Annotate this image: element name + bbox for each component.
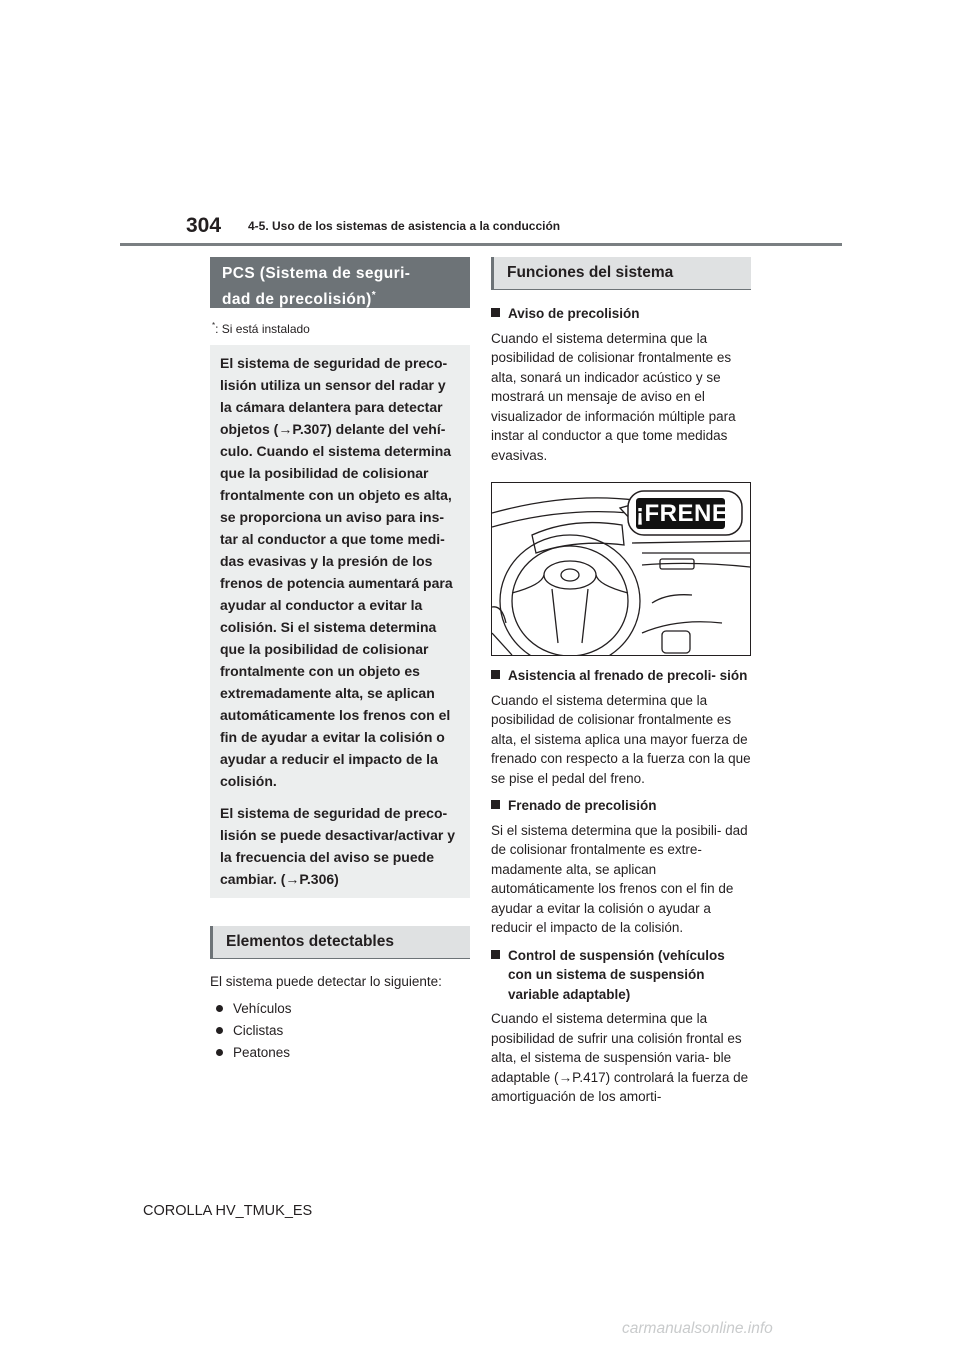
- footnote: [212, 321, 470, 336]
- detectables-intro: El sistema puede detectar lo siguiente:: [210, 974, 442, 989]
- summary-paragraph-1: [220, 352, 460, 792]
- watermark: carmanualsonline.info: [622, 1320, 773, 1337]
- footer-model-code: COROLLA HV_TMUK_ES: [143, 1203, 313, 1219]
- list-item-label: Vehículos: [233, 1000, 292, 1016]
- pcs-title-line1: PCS (Sistema de seguri-: [222, 265, 411, 282]
- square-bullet-icon: [491, 800, 500, 809]
- summary-paragraph-2: [220, 802, 460, 890]
- warning-message-display: ¡FRENE!: [636, 500, 737, 527]
- subsection-body: Si el sistema determina que la posibili- dad de colisionar frontalmente es extre- madamente alta, se aplican automáticamente los frenos con el fin de ayudar a evitar la colisión o ayudar a reducir el impacto de la colisión.: [491, 822, 748, 935]
- summary-box: [210, 345, 470, 898]
- pcs-title-banner: [210, 257, 470, 308]
- subsection-body-text-a: Cuando el sistema determina que la posibilidad de sufrir una colisión frontal es alta, el sistema de suspensión varia- ble adaptable (: [491, 1011, 742, 1085]
- header-divider: [120, 243, 842, 246]
- subsection-heading: [491, 946, 751, 1005]
- subsection-heading-text: Aviso de precolisión: [508, 306, 640, 321]
- list-item: [210, 1042, 470, 1064]
- bullet-icon: [216, 1005, 223, 1012]
- subsection-heading: [491, 666, 751, 686]
- square-bullet-icon: [491, 670, 500, 679]
- footnote-text: : Si está instalado: [215, 322, 310, 336]
- subsection-heading-text: Asistencia al frenado de precoli- sión: [508, 668, 748, 683]
- detectables-heading: Elementos detectables: [210, 926, 470, 959]
- right-column: [491, 257, 751, 1107]
- page-number: 304: [186, 214, 222, 237]
- bullet-icon: [216, 1027, 223, 1034]
- list-item: [210, 1020, 470, 1042]
- subsection-body: [491, 1009, 751, 1107]
- summary-p2-text-b: P.306): [299, 871, 339, 887]
- subsection-heading-text: Frenado de precolisión: [508, 798, 657, 813]
- bullet-icon: [216, 1049, 223, 1056]
- summary-p1-text-a: El sistema de seguridad de preco- lisión utiliza un sensor del radar y la cámara delantera para detectar objetos (: [220, 355, 448, 437]
- arrow-icon: →: [278, 421, 293, 437]
- detectables-list: [210, 998, 470, 1064]
- functions-heading: Funciones del sistema: [491, 257, 751, 290]
- list-item-label: Ciclistas: [233, 1022, 284, 1038]
- subsection-body: Cuando el sistema determina que la posibilidad de colisionar frontalmente es alta, el sistema aplica una mayor fuerza de frenado con respecto a la fuerza con la que se pise el pedal del freno.: [491, 692, 751, 786]
- subsection-heading: [491, 304, 751, 324]
- arrow-icon: →: [558, 1069, 573, 1085]
- subsection-heading-text: Control de suspensión (vehículos con un sistema de suspensión variable adaptable): [508, 947, 725, 1002]
- subsection-body: Cuando el sistema determina que la posibilidad de colisionar frontalmente es alta, sonará un indicador acústico y se mostrará un mensaje de aviso en el visualizador de información múltiple para instar al conductor a que tome medidas evasivas.: [491, 330, 736, 463]
- square-bullet-icon: [491, 308, 500, 317]
- section-title: 4-5. Uso de los sistemas de asistencia a la conducción: [248, 219, 561, 233]
- subsection-body-text-b: P.417) controlará la fuerza de amortiguación de los amorti-: [491, 1069, 749, 1104]
- pcs-title-line2: dad de precolisión): [222, 291, 372, 309]
- arrow-icon: →: [285, 871, 300, 887]
- square-bullet-icon: [491, 950, 500, 959]
- summary-p1-text-b: P.307) delante del vehí- culo. Cuando el sistema determina que la posibilidad de colisionar frontalmente con un objeto es alta, se proporciona un aviso para ins- tar al conductor a que tome medi- das evasivas y la presión de los frenos de potencia aumentará para ayudar al conductor a evitar la colisión. Si el sistema determina que la posibilidad de colisionar frontalmente con un objeto es extremadamente alta, se aplican automáticamente los frenos con el fin de ayudar a evitar la colisión o ayudar a reducir el impacto de la colisión.: [220, 421, 453, 789]
- pcs-title-mark: *: [371, 290, 377, 301]
- list-item: [210, 998, 470, 1020]
- left-column: [210, 257, 470, 1064]
- footnote-mark: *: [212, 321, 216, 330]
- subsection-heading: [491, 796, 751, 816]
- list-item-label: Peatones: [233, 1044, 291, 1060]
- dashboard-illustration: [491, 482, 751, 656]
- summary-p2-text-a: El sistema de seguridad de preco- lisión se puede desactivar/activar y la frecuencia del aviso se puede cambiar. (: [220, 805, 456, 887]
